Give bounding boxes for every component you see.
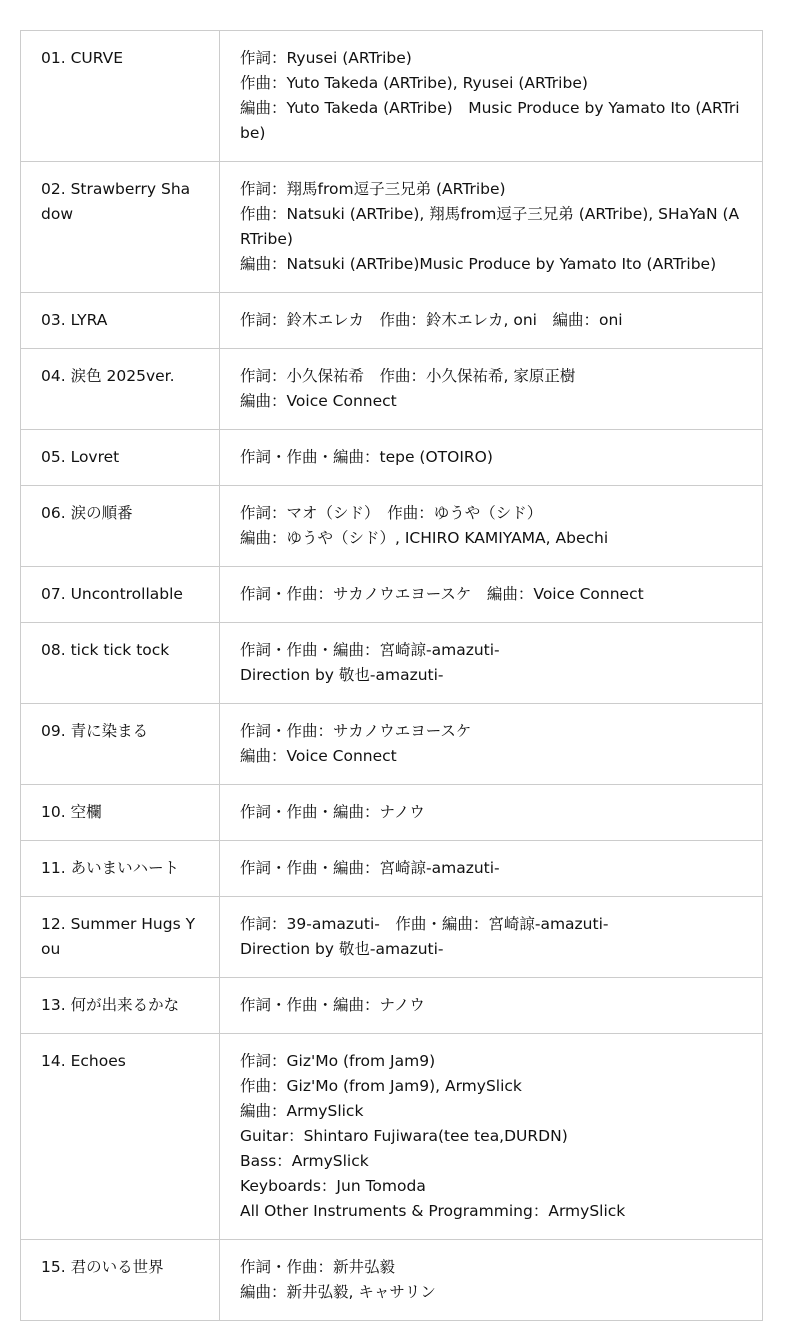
credit-line: 作詞・作曲・編曲：ナノウ bbox=[240, 996, 425, 1014]
credit-line: 作詞：Ryusei (ARTribe) bbox=[240, 49, 412, 67]
track-credits bbox=[220, 293, 763, 349]
track-row bbox=[21, 1240, 763, 1321]
credit-line: All Other Instruments & Programming：ArmySlick bbox=[240, 1202, 626, 1220]
track-title: 11. あいまいハート bbox=[21, 841, 220, 897]
credit-line: 作詞：翔馬from逗子三兄弟 (ARTribe) bbox=[240, 180, 506, 198]
credit-line: 作曲：Giz'Mo (from Jam9), ArmySlick bbox=[240, 1077, 522, 1095]
track-row bbox=[21, 31, 763, 162]
credit-line: 編曲：ゆうや（シド）, ICHIRO KAMIYAMA, Abechi bbox=[240, 529, 609, 547]
track-title: 13. 何が出来るかな bbox=[21, 978, 220, 1034]
track-title: 07. Uncontrollable bbox=[21, 567, 220, 623]
track-row bbox=[21, 623, 763, 704]
credit-line: Bass：ArmySlick bbox=[240, 1152, 369, 1170]
track-credits bbox=[220, 704, 763, 785]
credit-line: Keyboards：Jun Tomoda bbox=[240, 1177, 426, 1195]
track-title: 06. 涙の順番 bbox=[21, 486, 220, 567]
track-credits bbox=[220, 623, 763, 704]
track-credits bbox=[220, 430, 763, 486]
track-row bbox=[21, 897, 763, 978]
track-credits bbox=[220, 162, 763, 293]
credit-line: 編曲：Yuto Takeda (ARTribe) Music Produce by Yamato Ito (ARTribe) bbox=[240, 99, 740, 142]
track-credits bbox=[220, 1034, 763, 1240]
track-credits bbox=[220, 1240, 763, 1321]
track-credits bbox=[220, 31, 763, 162]
track-credits bbox=[220, 349, 763, 430]
track-title: 08. tick tick tock bbox=[21, 623, 220, 704]
tracklist-table bbox=[20, 30, 763, 1321]
track-row bbox=[21, 293, 763, 349]
credit-line: 編曲：Voice Connect bbox=[240, 392, 397, 410]
track-credits bbox=[220, 897, 763, 978]
track-row bbox=[21, 785, 763, 841]
track-row bbox=[21, 162, 763, 293]
track-row bbox=[21, 704, 763, 785]
credit-line: 作詞・作曲・編曲：tepe (OTOIRO) bbox=[240, 448, 493, 466]
track-credits bbox=[220, 567, 763, 623]
credit-line: Direction by 敬也-amazuti- bbox=[240, 940, 444, 958]
track-title: 02. Strawberry Shadow bbox=[21, 162, 220, 293]
credit-line: 編曲：Natsuki (ARTribe)Music Produce by Yamato Ito (ARTribe) bbox=[240, 255, 717, 273]
credit-line: 編曲：新井弘毅, キャサリン bbox=[240, 1283, 436, 1301]
credit-line: 作詞・作曲：新井弘毅 bbox=[240, 1258, 396, 1276]
credit-line: 編曲：ArmySlick bbox=[240, 1102, 364, 1120]
credit-line: 作詞・作曲：サカノウエヨースケ bbox=[240, 722, 472, 740]
track-title: 01. CURVE bbox=[21, 31, 220, 162]
track-row bbox=[21, 1034, 763, 1240]
tracklist-body bbox=[21, 31, 763, 1321]
track-title: 15. 君のいる世界 bbox=[21, 1240, 220, 1321]
track-title: 03. LYRA bbox=[21, 293, 220, 349]
credit-line: Direction by 敬也-amazuti- bbox=[240, 666, 444, 684]
credit-line: 作詞：マオ（シド） 作曲：ゆうや（シド） bbox=[240, 504, 543, 522]
credit-line: 作詞：鈴木エレカ 作曲：鈴木エレカ, oni 編曲：oni bbox=[240, 311, 623, 329]
credit-line: 編曲：Voice Connect bbox=[240, 747, 397, 765]
track-row bbox=[21, 430, 763, 486]
credit-line: 作詞・作曲・編曲：宮崎諒-amazuti- bbox=[240, 859, 500, 877]
credit-line: 作詞・作曲・編曲：ナノウ bbox=[240, 803, 425, 821]
track-title: 09. 青に染まる bbox=[21, 704, 220, 785]
credit-line: Guitar：Shintaro Fujiwara(tee tea,DURDN) bbox=[240, 1127, 568, 1145]
track-row bbox=[21, 349, 763, 430]
track-title: 12. Summer Hugs You bbox=[21, 897, 220, 978]
credit-line: 作詞・作曲：サカノウエヨースケ 編曲：Voice Connect bbox=[240, 585, 644, 603]
credit-line: 作曲：Yuto Takeda (ARTribe), Ryusei (ARTribe) bbox=[240, 74, 588, 92]
track-credits bbox=[220, 978, 763, 1034]
track-row bbox=[21, 978, 763, 1034]
track-credits bbox=[220, 486, 763, 567]
track-row bbox=[21, 567, 763, 623]
track-title: 04. 涙色 2025ver. bbox=[21, 349, 220, 430]
track-credits bbox=[220, 841, 763, 897]
track-credits bbox=[220, 785, 763, 841]
track-row bbox=[21, 841, 763, 897]
credit-line: 作詞：39-amazuti- 作曲・編曲：宮崎諒-amazuti- bbox=[240, 915, 609, 933]
track-title: 10. 空欄 bbox=[21, 785, 220, 841]
credit-line: 作詞：Giz'Mo (from Jam9) bbox=[240, 1052, 436, 1070]
track-title: 05. Lovret bbox=[21, 430, 220, 486]
credit-line: 作曲：Natsuki (ARTribe), 翔馬from逗子三兄弟 (ARTribe), SHaYaN (ARTribe) bbox=[240, 205, 740, 248]
credit-line: 作詞：小久保祐希 作曲：小久保祐希, 家原正樹 bbox=[240, 367, 576, 385]
track-title: 14. Echoes bbox=[21, 1034, 220, 1240]
credit-line: 作詞・作曲・編曲：宮崎諒-amazuti- bbox=[240, 641, 500, 659]
track-row bbox=[21, 486, 763, 567]
